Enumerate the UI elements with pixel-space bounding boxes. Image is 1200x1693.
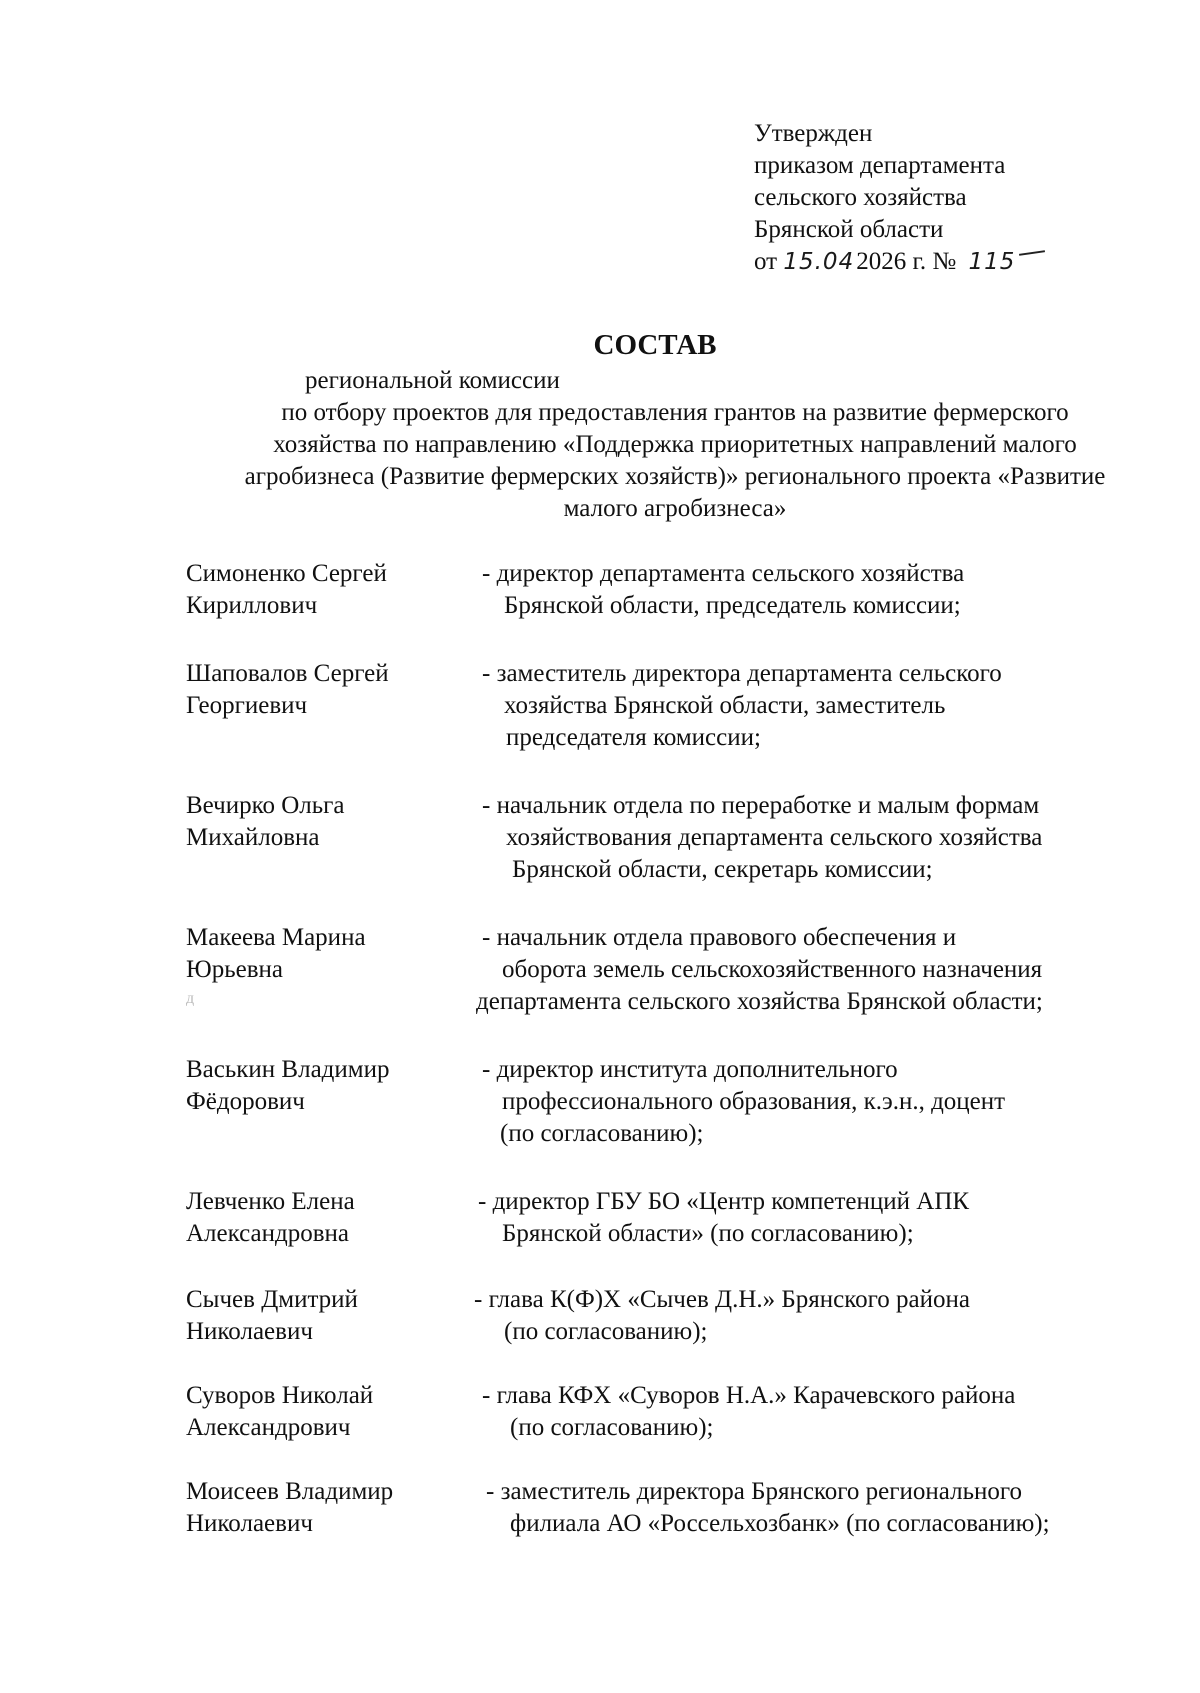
handwritten-dash (1019, 250, 1045, 256)
member-role-line: хозяйствования департамента сельского хозяйства (506, 824, 1043, 851)
member-role-line: - заместитель директора Брянского регионального (486, 1478, 1022, 1505)
member-role (482, 558, 1162, 622)
member-name-line: Георгиевич (186, 692, 308, 719)
member-name (186, 1380, 486, 1444)
handwritten-number: 115 (968, 249, 1016, 275)
member-role-line: хозяйства Брянской области, заместитель (504, 692, 946, 719)
member-role (482, 790, 1162, 886)
document-subtitle (175, 365, 1175, 525)
member-name (186, 658, 486, 722)
number-label: № (932, 248, 957, 275)
member-role-line: (по согласованию); (504, 1318, 708, 1345)
member-role-line: (по согласованию); (510, 1414, 714, 1441)
member-name-line: Юрьевна (186, 956, 283, 983)
member-name-line: Левченко Елена (186, 1188, 355, 1215)
member-role-line: (по согласованию); (500, 1120, 704, 1147)
member-role (482, 1054, 1162, 1150)
member-role-line: филиала АО «Россельхозбанк» (по согласованию); (510, 1510, 1050, 1537)
member-role-line: - глава К(Ф)Х «Сычев Д.Н.» Брянского района (474, 1286, 970, 1313)
member-name-line: Сычев Дмитрий (186, 1286, 358, 1313)
member-name-line: Суворов Николай (186, 1382, 374, 1409)
member-role-line: оборота земель сельскохозяйственного назначения (502, 956, 1043, 983)
member-name (186, 1054, 486, 1118)
member-name-line: Шаповалов Сергей (186, 660, 389, 687)
member-role (482, 1380, 1162, 1444)
member-role-line: - начальник отдела по переработке и малым формам (482, 792, 1040, 819)
member-role-line: председателя комиссии; (506, 724, 761, 751)
member-name (186, 558, 486, 622)
subtitle-line-1: региональной комиссии (305, 367, 560, 394)
member-role-line: - директор института дополнительного (482, 1056, 898, 1083)
member-name-line: Фёдорович (186, 1088, 305, 1115)
member-role-line: Брянской области» (по согласованию); (502, 1220, 914, 1247)
member-name (186, 1284, 486, 1348)
member-name-line: Александровна (186, 1220, 350, 1247)
date-year: 2026 г. (856, 248, 927, 275)
date-prefix: от (754, 248, 778, 275)
handwritten-date: 15.04 (783, 249, 855, 275)
member-name-line: Симоненко Сергей (186, 560, 387, 587)
member-name (186, 1186, 486, 1250)
approval-line-3: сельского хозяйства (754, 184, 967, 211)
subtitle-line-5: малого агробизнеса» (563, 495, 787, 522)
member-name (186, 922, 486, 1008)
stray-mark: д (186, 990, 195, 1007)
member-name-line: Михайловна (186, 824, 320, 851)
member-role (482, 658, 1162, 754)
member-name-line: Николаевич (186, 1510, 313, 1537)
member-role-line: - глава КФХ «Суворов Н.А.» Карачевского района (482, 1382, 1016, 1409)
member-role-line: - заместитель директора департамента сельского (482, 660, 1002, 687)
member-role-line: профессионального образования, к.э.н., доцент (502, 1088, 1006, 1115)
member-name (186, 790, 486, 854)
member-name-line: Моисеев Владимир (186, 1478, 394, 1505)
member-role-line: департамента сельского хозяйства Брянской области; (476, 988, 1043, 1015)
member-role-line: - директор ГБУ БО «Центр компетенций АПК (478, 1188, 970, 1215)
approval-stamp-block (754, 118, 1045, 278)
member-role-line: Брянской области, председатель комиссии; (504, 592, 961, 619)
member-name-line: Кириллович (186, 592, 318, 619)
member-role-line: Брянской области, секретарь комиссии; (512, 856, 933, 883)
member-name-line: Александрович (186, 1414, 351, 1441)
member-name-line: Вечирко Ольга (186, 792, 345, 819)
member-role-line: - начальник отдела правового обеспечения и (482, 924, 957, 951)
approval-line-1: Утвержден (754, 120, 873, 147)
document-title: СОСТАВ (593, 329, 717, 361)
member-role (478, 1186, 1162, 1250)
member-name-line: Васькин Владимир (186, 1056, 390, 1083)
approval-date-line (754, 246, 1045, 278)
member-role (476, 922, 1162, 1018)
subtitle-line-2: по отбору проектов для предоставления грантов на развитие фермерского (281, 399, 1069, 426)
member-name-line: Николаевич (186, 1318, 313, 1345)
member-role (482, 1476, 1162, 1540)
subtitle-line-4: агробизнеса (Развитие фермерских хозяйств)» регионального проекта «Развитие (244, 463, 1106, 490)
approval-line-4: Брянской области (754, 216, 944, 243)
member-name-line: Макеева Марина (186, 924, 366, 951)
member-role-line: - директор департамента сельского хозяйства (482, 560, 965, 587)
subtitle-line-3: хозяйства по направлению «Поддержка приоритетных направлений малого (273, 431, 1077, 458)
member-name (186, 1476, 486, 1540)
member-role (474, 1284, 1162, 1348)
approval-line-2: приказом департамента (754, 152, 1006, 179)
